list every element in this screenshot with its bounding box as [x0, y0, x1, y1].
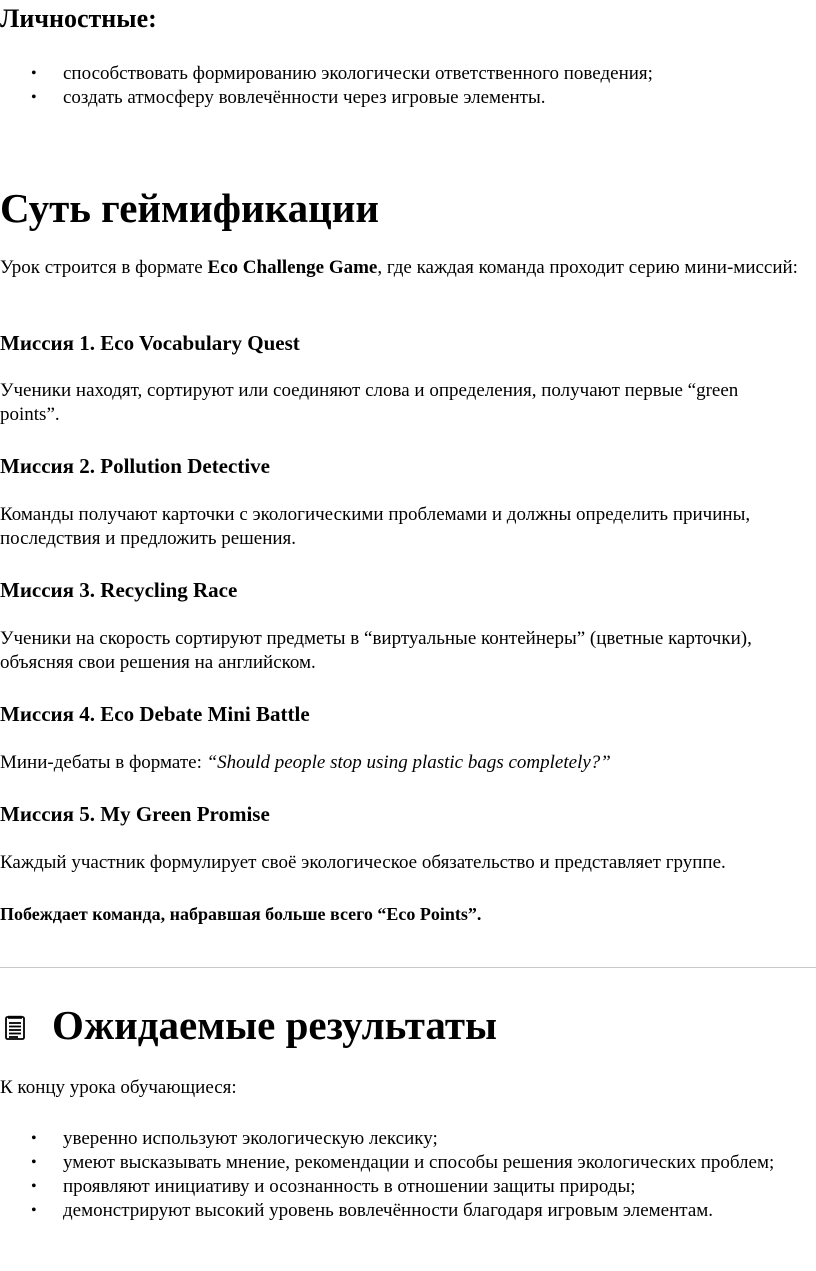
- mission-1-title: Миссия 1. Eco Vocabulary Quest: [0, 331, 300, 355]
- personal-heading: Личностные:: [0, 4, 157, 33]
- results-list: [0, 1127, 816, 1223]
- section-divider: [0, 967, 816, 968]
- gamification-intro: [0, 256, 812, 280]
- mission-5-text: Каждый участник формулирует своё экологическое обязательство и представляет группе.: [0, 852, 726, 873]
- intro-suffix: , где каждая команда проходит серию мини-миссий:: [377, 257, 798, 278]
- mission-4-question: “Should people stop using plastic bags completely?”: [206, 752, 611, 773]
- mission-1-text: Ученики находят, сортируют или соединяют слова и определения, получают первые “green points”.: [0, 380, 739, 425]
- mission-2-text: Команды получают карточки с экологическими проблемами и должны определить причины, последствия и предложить решения.: [0, 504, 751, 549]
- list-item: • создать атмосферу вовлечённости через игровые элементы.: [0, 86, 816, 110]
- intro-game-name: Eco Challenge Game: [207, 257, 378, 278]
- personal-list: [0, 62, 816, 110]
- mission-5-title: Миссия 5. My Green Promise: [0, 802, 270, 826]
- gamification-heading: Суть геймификации: [0, 185, 379, 231]
- results-heading: Ожидаемые результаты: [52, 1002, 498, 1048]
- list-item: • способствовать формированию экологически ответственного поведения;: [0, 62, 816, 86]
- memo-icon: [4, 1015, 28, 1041]
- intro-prefix: Урок строится в формате: [0, 257, 208, 278]
- results-intro: К концу урока обучающиеся:: [0, 1077, 237, 1098]
- list-item: • проявляют инициативу и осознанность в отношении защиты природы;: [0, 1175, 816, 1199]
- list-item: • уверенно используют экологическую лексику;: [0, 1127, 816, 1151]
- list-item: • умеют высказывать мнение, рекомендации и способы решения экологических проблем;: [0, 1151, 816, 1175]
- list-item: • демонстрируют высокий уровень вовлечённости благодаря игровым элементам.: [0, 1199, 816, 1223]
- mission-4-title: Миссия 4. Eco Debate Mini Battle: [0, 702, 310, 726]
- mission-4-prefix: Мини-дебаты в формате:: [0, 752, 207, 773]
- mission-3-title: Миссия 3. Recycling Race: [0, 578, 238, 602]
- winner-statement: Побеждает команда, набравшая больше всего “Eco Points”.: [0, 904, 482, 924]
- mission-4-text: [0, 751, 812, 775]
- mission-2-title: Миссия 2. Pollution Detective: [0, 454, 270, 478]
- mission-3-text: Ученики на скорость сортируют предметы в “виртуальные контейнеры” (цветные карточки), объясняя свои решения на английском.: [0, 628, 752, 673]
